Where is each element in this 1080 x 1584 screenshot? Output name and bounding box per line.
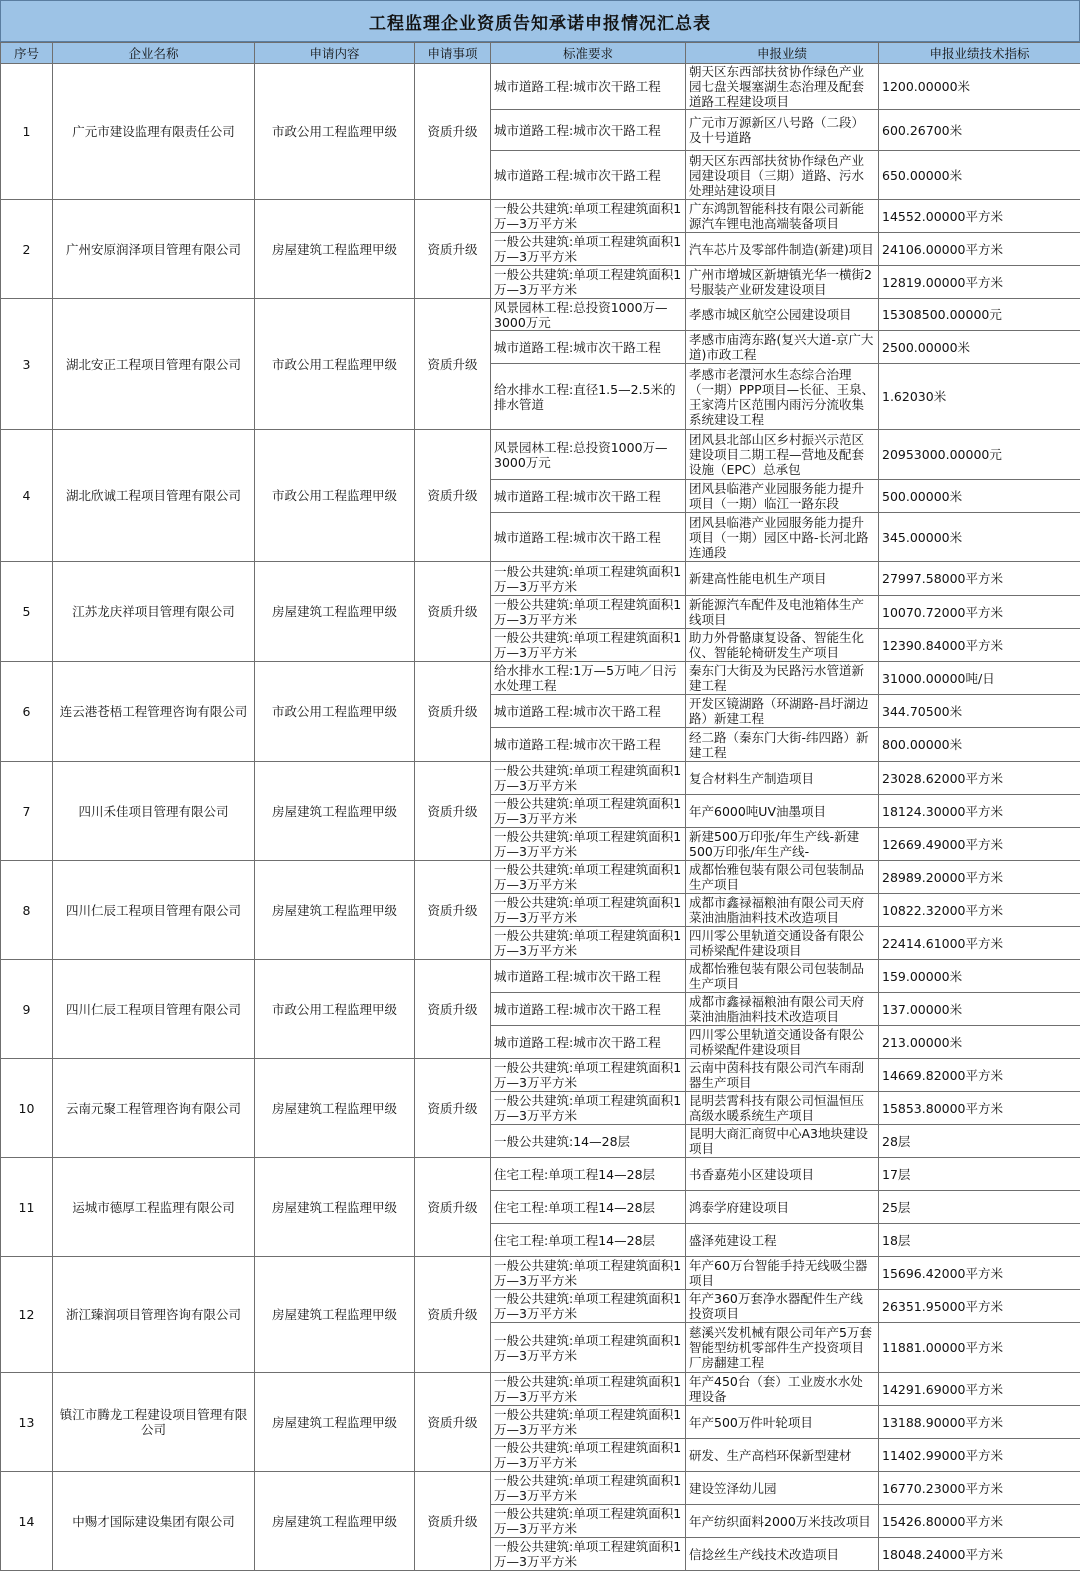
declared-performance: 新建500万印张/年生产线-新建500万印张/年生产线- [686, 828, 879, 861]
standard-requirement: 一般公共建筑:单项工程建筑面积1万—3万平方米 [491, 1538, 686, 1571]
application-item: 资质升级 [415, 1472, 491, 1571]
application-content: 房屋建筑工程监理甲级 [255, 1257, 415, 1373]
performance-indicator: 18048.24000平方米 [879, 1538, 1080, 1571]
application-content: 房屋建筑工程监理甲级 [255, 1158, 415, 1257]
standard-requirement: 一般公共建筑:单项工程建筑面积1万—3万平方米 [491, 562, 686, 596]
declared-performance: 成都怡雅包装有限公司包装制品生产项目 [686, 861, 879, 894]
standard-requirement: 城市道路工程:城市次干路工程 [491, 728, 686, 762]
table-row [1, 861, 1080, 894]
company-name: 四川仁辰工程项目管理有限公司 [53, 861, 255, 960]
performance-indicator: 18124.30000平方米 [879, 795, 1080, 828]
company-name: 湖北欣诚工程项目管理有限公司 [53, 430, 255, 562]
application-item: 资质升级 [415, 861, 491, 960]
standard-requirement: 城市道路工程:城市次干路工程 [491, 480, 686, 513]
performance-indicator: 650.00000米 [879, 151, 1080, 200]
declared-performance: 广州市增城区新塘镇光华一横街2号服装产业研发建设项目 [686, 266, 879, 299]
performance-indicator: 14291.69000平方米 [879, 1373, 1080, 1406]
performance-indicator: 26351.95000平方米 [879, 1290, 1080, 1323]
application-content: 房屋建筑工程监理甲级 [255, 200, 415, 299]
performance-indicator: 28层 [879, 1125, 1080, 1158]
table-row [1, 299, 1080, 331]
standard-requirement: 一般公共建筑:单项工程建筑面积1万—3万平方米 [491, 1257, 686, 1290]
declared-performance: 团风县临港产业园服务能力提升项目（一期）园区中路-长河北路连通段 [686, 513, 879, 562]
company-name: 运城市德厚工程监理有限公司 [53, 1158, 255, 1257]
standard-requirement: 给水排水工程:直径1.5—2.5米的排水管道 [491, 364, 686, 430]
standard-requirement: 城市道路工程:城市次干路工程 [491, 331, 686, 364]
declared-performance: 成都怡雅包装有限公司包装制品生产项目 [686, 960, 879, 993]
declared-performance: 朝天区东西部扶贫协作绿色产业园七盘关堰塞湖生态治理及配套道路工程建设项目 [686, 64, 879, 110]
standard-requirement: 一般公共建筑:单项工程建筑面积1万—3万平方米 [491, 1439, 686, 1472]
declared-performance: 经二路（秦东门大街-纬四路）新建工程 [686, 728, 879, 762]
row-number: 13 [1, 1373, 53, 1472]
standard-requirement: 城市道路工程:城市次干路工程 [491, 1026, 686, 1059]
standard-requirement: 一般公共建筑:单项工程建筑面积1万—3万平方米 [491, 1373, 686, 1406]
declared-performance: 广元市万源新区八号路（二段）及十号道路 [686, 110, 879, 151]
header-row [1, 43, 1080, 64]
declared-performance: 孝感市城区航空公园建设项目 [686, 299, 879, 331]
standard-requirement: 一般公共建筑:单项工程建筑面积1万—3万平方米 [491, 762, 686, 795]
standard-requirement: 一般公共建筑:单项工程建筑面积1万—3万平方米 [491, 1323, 686, 1373]
standard-requirement: 一般公共建筑:单项工程建筑面积1万—3万平方米 [491, 828, 686, 861]
application-content: 市政公用工程监理甲级 [255, 430, 415, 562]
standard-requirement: 住宅工程:单项工程14—28层 [491, 1224, 686, 1257]
application-item: 资质升级 [415, 960, 491, 1059]
application-content: 房屋建筑工程监理甲级 [255, 861, 415, 960]
application-item: 资质升级 [415, 1373, 491, 1472]
performance-indicator: 500.00000米 [879, 480, 1080, 513]
row-number: 11 [1, 1158, 53, 1257]
standard-requirement: 城市道路工程:城市次干路工程 [491, 513, 686, 562]
performance-indicator: 17层 [879, 1158, 1080, 1191]
table-row [1, 1373, 1080, 1406]
performance-indicator: 137.00000米 [879, 993, 1080, 1026]
row-number: 4 [1, 430, 53, 562]
company-name: 四川仁辰工程项目管理有限公司 [53, 960, 255, 1059]
standard-requirement: 一般公共建筑:单项工程建筑面积1万—3万平方米 [491, 927, 686, 960]
performance-indicator: 14669.82000平方米 [879, 1059, 1080, 1092]
standard-requirement: 一般公共建筑:单项工程建筑面积1万—3万平方米 [491, 200, 686, 233]
declared-performance: 慈溪兴发机械有限公司年产5万套智能型纺机零部件生产投资项目厂房翻建工程 [686, 1323, 879, 1373]
company-name: 广元市建设监理有限责任公司 [53, 64, 255, 200]
application-content: 市政公用工程监理甲级 [255, 960, 415, 1059]
performance-indicator: 13188.90000平方米 [879, 1406, 1080, 1439]
declared-performance: 研发、生产高档环保新型建材 [686, 1439, 879, 1472]
declared-performance: 昆明芸霄科技有限公司恒温恒压高级水暖系统生产项目 [686, 1092, 879, 1125]
company-name: 四川禾佳项目管理有限公司 [53, 762, 255, 861]
standard-requirement: 给水排水工程:1万—5万吨／日污水处理工程 [491, 662, 686, 695]
declared-performance: 开发区镜湖路（环湖路-昌圩湖边路）新建工程 [686, 695, 879, 728]
row-number: 2 [1, 200, 53, 299]
standard-requirement: 风景园林工程:总投资1000万—3000万元 [491, 299, 686, 331]
declared-performance: 汽车芯片及零部件制造(新建)项目 [686, 233, 879, 266]
performance-indicator: 28989.20000平方米 [879, 861, 1080, 894]
performance-indicator: 14552.00000平方米 [879, 200, 1080, 233]
summary-table [0, 42, 1080, 1571]
performance-indicator: 12669.49000平方米 [879, 828, 1080, 861]
header-no: 序号 [1, 43, 53, 64]
application-item: 资质升级 [415, 64, 491, 200]
company-name: 连云港苍梧工程管理咨询有限公司 [53, 662, 255, 762]
row-number: 6 [1, 662, 53, 762]
standard-requirement: 一般公共建筑:单项工程建筑面积1万—3万平方米 [491, 1059, 686, 1092]
declared-performance: 团风县北部山区乡村振兴示范区建设项目二期工程—营地及配套设施（EPC）总承包 [686, 430, 879, 480]
performance-indicator: 159.00000米 [879, 960, 1080, 993]
header-item: 申请事项 [415, 43, 491, 64]
performance-indicator: 1200.00000米 [879, 64, 1080, 110]
declared-performance: 复合材料生产制造项目 [686, 762, 879, 795]
company-name: 浙江臻润项目管理咨询有限公司 [53, 1257, 255, 1373]
table-row [1, 200, 1080, 233]
performance-indicator: 10822.32000平方米 [879, 894, 1080, 927]
header-standard: 标准要求 [491, 43, 686, 64]
standard-requirement: 一般公共建筑:单项工程建筑面积1万—3万平方米 [491, 1505, 686, 1538]
row-number: 5 [1, 562, 53, 662]
declared-performance: 新建高性能电机生产项目 [686, 562, 879, 596]
performance-indicator: 15308500.00000元 [879, 299, 1080, 331]
performance-indicator: 23028.62000平方米 [879, 762, 1080, 795]
declared-performance: 四川零公里轨道交通设备有限公司桥梁配件建设项目 [686, 927, 879, 960]
standard-requirement: 一般公共建筑:单项工程建筑面积1万—3万平方米 [491, 1290, 686, 1323]
declared-performance: 朝天区东西部扶贫协作绿色产业园建设项目（三期）道路、污水处理站建设项目 [686, 151, 879, 200]
table-row [1, 562, 1080, 596]
declared-performance: 年产纺织面料2000万米技改项目 [686, 1505, 879, 1538]
standard-requirement: 城市道路工程:城市次干路工程 [491, 151, 686, 200]
performance-indicator: 2500.00000米 [879, 331, 1080, 364]
row-number: 9 [1, 960, 53, 1059]
declared-performance: 云南中茵科技有限公司汽车雨刮器生产项目 [686, 1059, 879, 1092]
performance-indicator: 344.70500米 [879, 695, 1080, 728]
performance-indicator: 213.00000米 [879, 1026, 1080, 1059]
table-row [1, 762, 1080, 795]
performance-indicator: 11881.00000平方米 [879, 1323, 1080, 1373]
row-number: 7 [1, 762, 53, 861]
table-row [1, 1472, 1080, 1505]
declared-performance: 年产360万套净水器配件生产线投资项目 [686, 1290, 879, 1323]
performance-indicator: 24106.00000平方米 [879, 233, 1080, 266]
standard-requirement: 一般公共建筑:单项工程建筑面积1万—3万平方米 [491, 795, 686, 828]
application-content: 市政公用工程监理甲级 [255, 299, 415, 430]
standard-requirement: 一般公共建筑:单项工程建筑面积1万—3万平方米 [491, 894, 686, 927]
performance-indicator: 345.00000米 [879, 513, 1080, 562]
header-content: 申请内容 [255, 43, 415, 64]
row-number: 1 [1, 64, 53, 200]
declared-performance: 团风县临港产业园服务能力提升项目（一期）临江一路东段 [686, 480, 879, 513]
company-name: 湖北安正工程项目管理有限公司 [53, 299, 255, 430]
performance-indicator: 12390.84000平方米 [879, 629, 1080, 662]
row-number: 3 [1, 299, 53, 430]
company-name: 江苏龙庆祥项目管理有限公司 [53, 562, 255, 662]
declared-performance: 年产60万台智能手持无线吸尘器项目 [686, 1257, 879, 1290]
declared-performance: 孝感市庙湾东路(复兴大道-京广大道)市政工程 [686, 331, 879, 364]
standard-requirement: 一般公共建筑:单项工程建筑面积1万—3万平方米 [491, 233, 686, 266]
company-name: 云南元聚工程管理咨询有限公司 [53, 1059, 255, 1158]
table-row [1, 1158, 1080, 1191]
application-item: 资质升级 [415, 200, 491, 299]
application-item: 资质升级 [415, 430, 491, 562]
standard-requirement: 城市道路工程:城市次干路工程 [491, 695, 686, 728]
standard-requirement: 城市道路工程:城市次干路工程 [491, 110, 686, 151]
performance-indicator: 18层 [879, 1224, 1080, 1257]
table-body [1, 64, 1080, 1571]
application-content: 市政公用工程监理甲级 [255, 64, 415, 200]
application-item: 资质升级 [415, 762, 491, 861]
application-item: 资质升级 [415, 1257, 491, 1373]
performance-indicator: 10070.72000平方米 [879, 596, 1080, 629]
performance-indicator: 800.00000米 [879, 728, 1080, 762]
application-content: 市政公用工程监理甲级 [255, 662, 415, 762]
standard-requirement: 一般公共建筑:单项工程建筑面积1万—3万平方米 [491, 1406, 686, 1439]
table-row [1, 960, 1080, 993]
performance-indicator: 15853.80000平方米 [879, 1092, 1080, 1125]
row-number: 14 [1, 1472, 53, 1571]
performance-indicator: 15426.80000平方米 [879, 1505, 1080, 1538]
performance-indicator: 11402.99000平方米 [879, 1439, 1080, 1472]
application-content: 房屋建筑工程监理甲级 [255, 1472, 415, 1571]
standard-requirement: 一般公共建筑:单项工程建筑面积1万—3万平方米 [491, 861, 686, 894]
standard-requirement: 住宅工程:单项工程14—28层 [491, 1191, 686, 1224]
table-row [1, 64, 1080, 110]
application-item: 资质升级 [415, 562, 491, 662]
declared-performance: 秦东门大街及为民路污水管道新建工程 [686, 662, 879, 695]
table-row [1, 1059, 1080, 1092]
performance-indicator: 15696.42000平方米 [879, 1257, 1080, 1290]
standard-requirement: 城市道路工程:城市次干路工程 [491, 64, 686, 110]
declared-performance: 孝感市老澴河水生态综合治理（一期）PPP项目—长征、王泉、王家湾片区范围内雨污分流收集系统建设工程 [686, 364, 879, 430]
declared-performance: 成都市鑫禄福粮油有限公司天府菜油油脂油料技术改造项目 [686, 894, 879, 927]
application-item: 资质升级 [415, 1059, 491, 1158]
application-item: 资质升级 [415, 299, 491, 430]
declared-performance: 昆明大商汇商贸中心A3地块建设项目 [686, 1125, 879, 1158]
standard-requirement: 一般公共建筑:单项工程建筑面积1万—3万平方米 [491, 629, 686, 662]
standard-requirement: 一般公共建筑:单项工程建筑面积1万—3万平方米 [491, 1092, 686, 1125]
standard-requirement: 一般公共建筑:单项工程建筑面积1万—3万平方米 [491, 596, 686, 629]
row-number: 10 [1, 1059, 53, 1158]
declared-performance: 盛泽苑建设工程 [686, 1224, 879, 1257]
declared-performance: 鸿泰学府建设项目 [686, 1191, 879, 1224]
standard-requirement: 一般公共建筑:单项工程建筑面积1万—3万平方米 [491, 266, 686, 299]
performance-indicator: 22414.61000平方米 [879, 927, 1080, 960]
standard-requirement: 住宅工程:单项工程14—28层 [491, 1158, 686, 1191]
performance-indicator: 25层 [879, 1191, 1080, 1224]
performance-indicator: 27997.58000平方米 [879, 562, 1080, 596]
row-number: 8 [1, 861, 53, 960]
declared-performance: 书香嘉苑小区建设项目 [686, 1158, 879, 1191]
performance-indicator: 20953000.00000元 [879, 430, 1080, 480]
company-name: 镇江市腾龙工程建设项目管理有限公司 [53, 1373, 255, 1472]
application-item: 资质升级 [415, 1158, 491, 1257]
table-row [1, 430, 1080, 480]
company-name: 广州安原润泽项目管理有限公司 [53, 200, 255, 299]
declared-performance: 广东鸿凯智能科技有限公司新能源汽车锂电池高端装备项目 [686, 200, 879, 233]
application-content: 房屋建筑工程监理甲级 [255, 1059, 415, 1158]
performance-indicator: 600.26700米 [879, 110, 1080, 151]
declared-performance: 年产6000吨UV油墨项目 [686, 795, 879, 828]
declared-performance: 年产450台（套）工业废水水处理设备 [686, 1373, 879, 1406]
standard-requirement: 一般公共建筑:14—28层 [491, 1125, 686, 1158]
standard-requirement: 城市道路工程:城市次干路工程 [491, 960, 686, 993]
performance-indicator: 16770.23000平方米 [879, 1472, 1080, 1505]
declared-performance: 建设笠泽幼儿园 [686, 1472, 879, 1505]
table-row [1, 1257, 1080, 1290]
declared-performance: 成都市鑫禄福粮油有限公司天府菜油油脂油料技术改造项目 [686, 993, 879, 1026]
page-title: 工程监理企业资质告知承诺申报情况汇总表 [0, 0, 1080, 42]
declared-performance: 信捻丝生产线技术改造项目 [686, 1538, 879, 1571]
table-row [1, 662, 1080, 695]
declared-performance: 年产500万件叶轮项目 [686, 1406, 879, 1439]
header-indicator: 申报业绩技术指标 [879, 43, 1080, 64]
standard-requirement: 一般公共建筑:单项工程建筑面积1万—3万平方米 [491, 1472, 686, 1505]
performance-indicator: 31000.00000吨/日 [879, 662, 1080, 695]
standard-requirement: 风景园林工程:总投资1000万—3000万元 [491, 430, 686, 480]
performance-indicator: 1.62030米 [879, 364, 1080, 430]
declared-performance: 助力外骨骼康复设备、智能生化仪、智能轮椅研发生产项目 [686, 629, 879, 662]
application-item: 资质升级 [415, 662, 491, 762]
row-number: 12 [1, 1257, 53, 1373]
application-content: 房屋建筑工程监理甲级 [255, 1373, 415, 1472]
standard-requirement: 城市道路工程:城市次干路工程 [491, 993, 686, 1026]
application-content: 房屋建筑工程监理甲级 [255, 762, 415, 861]
header-performance: 申报业绩 [686, 43, 879, 64]
application-content: 房屋建筑工程监理甲级 [255, 562, 415, 662]
declared-performance: 新能源汽车配件及电池箱体生产线项目 [686, 596, 879, 629]
header-company: 企业名称 [53, 43, 255, 64]
performance-indicator: 12819.00000平方米 [879, 266, 1080, 299]
company-name: 中赐才国际建设集团有限公司 [53, 1472, 255, 1571]
declared-performance: 四川零公里轨道交通设备有限公司桥梁配件建设项目 [686, 1026, 879, 1059]
